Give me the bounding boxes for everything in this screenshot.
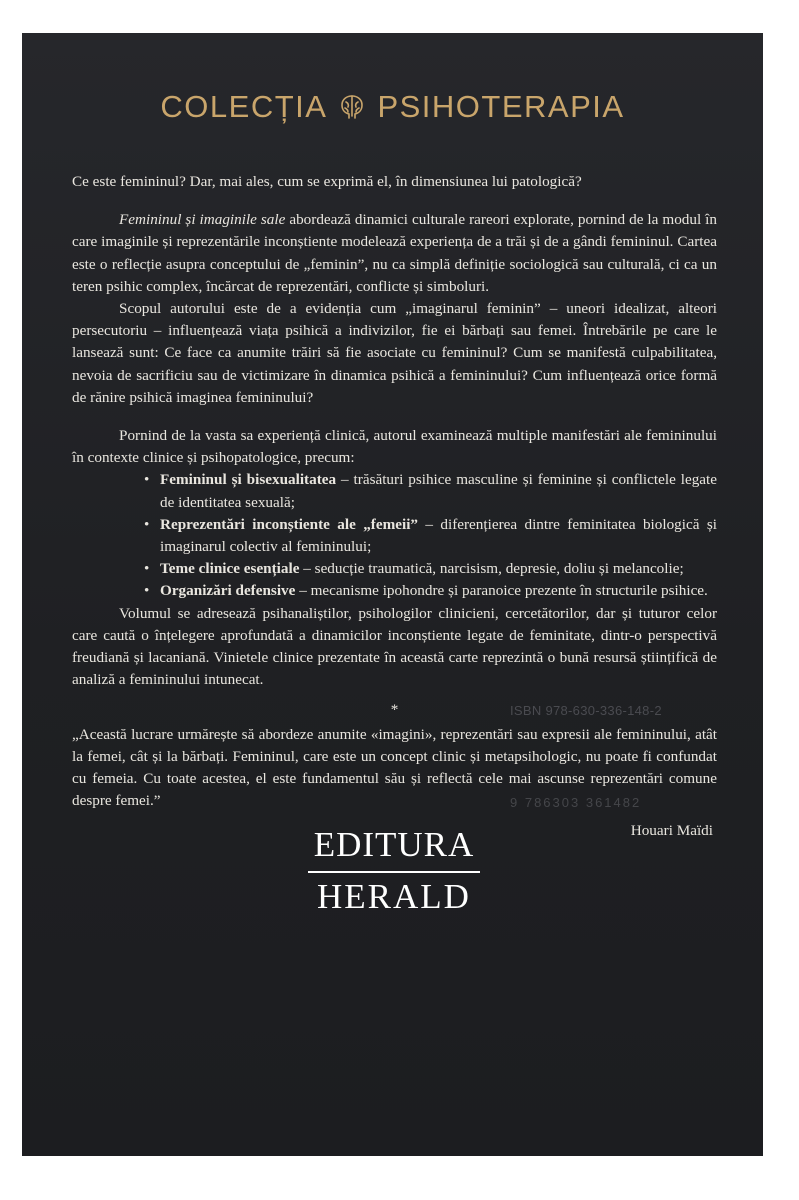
publisher-logo (284, 825, 504, 917)
list-item-text: – seducție traumatică, narcisism, depresie, doliu și melancolie; (299, 560, 684, 578)
list-item (144, 469, 717, 513)
list-item-bold: Organizări defensive (160, 582, 296, 600)
paragraph-description (72, 209, 717, 298)
list-item-text: – mecanisme ipohondre și paranoice prezente în structurile psihice. (295, 582, 708, 600)
topics-list (72, 469, 717, 602)
list-item-text: – diferențierea dintre feminitatea biologică și imaginarul colectiv al femininului; (160, 515, 717, 556)
separator-asterisk: * (390, 701, 399, 719)
list-item (144, 514, 717, 558)
author-name: Houari Maïdi (630, 822, 713, 840)
list-item-bold: Teme clinice esențiale (160, 560, 300, 578)
list-item-text: – trăsături psihice masculine și feminine și conflictele legate de identitatea sexuală; (160, 471, 717, 511)
series-header (22, 89, 763, 125)
series-right-word: PSIHOTERAPIA (377, 89, 625, 124)
list-item (144, 580, 717, 602)
publisher-line-2: HERALD (317, 877, 471, 916)
book-title-italic: Femininul și imaginile sale (119, 211, 286, 229)
blurb-text (72, 171, 717, 843)
paragraph-audience: Volumul se adresează psihanaliștilor, psihologilor clinicieni, cercetătorilor, dar și tuturor celor care caută o înțelegere aprofundată a dinamicilor inconștiente legate de feminitate, dintr-o perspectivă freudiană și lacaniană. Vinietele clinice prezentate în această carte reprezintă o bună resursă științifică de analiză a femininului intunecat. (72, 604, 717, 689)
brain-leaf-icon (337, 92, 367, 122)
intro-question: Ce este femininul? Dar, mai ales, cum se exprimă el, în dimensiunea lui patologică? (72, 173, 582, 190)
isbn-text: ISBN 978-630-336-148-2 (510, 703, 662, 718)
list-item-bold: Femininul și bisexualitatea (160, 471, 337, 489)
list-item (144, 558, 717, 580)
publisher-divider (308, 871, 480, 873)
paragraph-purpose: Scopul autorului este de a evidenția cum „imaginarul feminin” – uneori idealizat, alteori persecutoriu – influențează viața psihică a indivizilor, fie ei bărbați sau femei. Întrebările pe care le lansează sunt: Ce face ca anumite trăiri să fie asociate cu femininul? Cum se manifestă culpabilitatea, nevoia de sacrificiu sau de victimizare în dinamica psihică a femininului? Cum influențează orice formă de rănire psihică imaginea femininului? (72, 300, 717, 406)
list-item-bold: Reprezentări inconștiente ale „femeii” (160, 515, 419, 533)
series-left-word: COLECȚIA (160, 89, 328, 124)
barcode-number: 9 786303 361482 (510, 795, 642, 810)
publisher-line-1: EDITURA (313, 825, 475, 864)
author-quote: „Această lucrare urmărește să abordeze anumite «imagini», reprezentări sau expresii ale femininului, atât la femei, cât și la bărbați. Femininul, care este un concept clinic și metapsihologic, nu poate fi confundat cu femeia. Cu toate acestea, el este fundamentul său și reflectă cele mai ascunse reprezentări comune despre femei.” (72, 725, 717, 810)
back-cover (22, 33, 763, 1156)
paragraph-experience: Pornind de la vasta sa experiență clinică, autorul examinează multiple manifestări ale femininului în contexte clinice și psihopatologice, precum: (72, 427, 717, 467)
paragraph-description-rest: abordează dinamici culturale rareori explorate, pornind de la modul în care imaginile și reprezentările inconștiente modelează experiența de a trăi și de a gândi femininul. Cartea este o reflecție asupra conceptului de „feminin”, nu ca simplă definiție sociologică sau culturală, ci ca un teren psihic complex, încărcat de reprezentări, conflicte și simboluri. (72, 211, 717, 295)
